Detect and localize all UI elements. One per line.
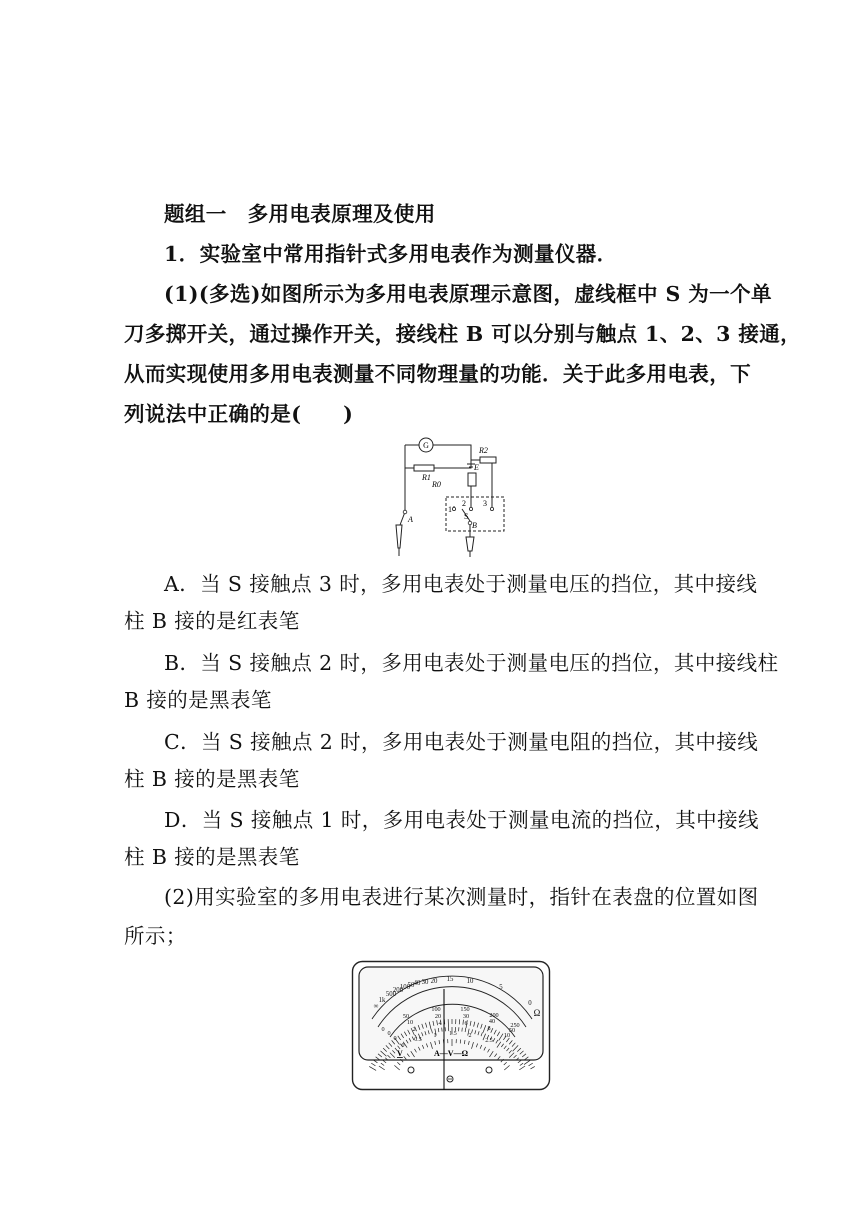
option-b-line-2: B 接的是黑表笔 <box>124 688 272 712</box>
av-ohm-label: A—V—Ω <box>434 1049 468 1058</box>
option-c-line-1: C．当 S 接触点 2 时，多用电表处于测量电阻的挡位，其中接线 <box>164 730 759 754</box>
volt-mid-20: 20 <box>434 1013 442 1020</box>
multimeter-dial-figure <box>352 961 550 1090</box>
switch-label: S <box>464 512 469 521</box>
ohm-label-40: 40 <box>413 980 421 987</box>
ohm-label-200: 200 <box>392 987 404 994</box>
ohm-label-10: 10 <box>466 978 474 985</box>
terminal-a-dot <box>403 510 407 514</box>
ohm-label-100: 100 <box>399 984 411 991</box>
volt-top-250: 250 <box>510 1022 520 1029</box>
option-a-line-1: A．当 S 接触点 3 时，多用电表处于测量电压的挡位，其中接线 <box>164 572 758 596</box>
r1-resistor <box>414 465 434 471</box>
volt-mid-50: 50 <box>508 1027 516 1034</box>
meter-screw-left <box>408 1067 414 1073</box>
volt-low-8: 8 <box>487 1025 491 1032</box>
section-title: 题组一 多用电表原理及使用 <box>164 202 436 226</box>
terminal-1-label: 1 <box>448 505 452 514</box>
r0-label: R0 <box>432 480 441 489</box>
ohm-label-15: 15 <box>446 976 454 983</box>
terminal-2-dot <box>469 507 472 510</box>
r2-label: R2 <box>479 446 488 455</box>
volt-mid-0: 0 <box>387 1030 391 1037</box>
part1-line-1: (1)(多选)如图所示为多用电表原理示意图，虚线框中 S 为一个单 <box>164 282 772 306</box>
part1-line-4: 列说法中正确的是( ) <box>124 402 354 426</box>
emf-label: E <box>474 463 479 472</box>
volt-low-2: 2 <box>412 1026 416 1033</box>
ac-label-2-5: 2.5 <box>485 1038 493 1044</box>
ac-label-1: 1 <box>433 1033 437 1039</box>
part2-line-1: (2)用实验室的多用电表进行某次测量时，指针在表盘的位置如图 <box>164 885 759 909</box>
volt-top-50: 50 <box>402 1013 410 1020</box>
option-d-line-2: 柱 B 接的是黑表笔 <box>124 845 300 869</box>
ohm-label-0: 0 <box>528 1000 532 1007</box>
part2-line-2: 所示； <box>124 924 187 948</box>
r1-label: R1 <box>422 473 431 482</box>
option-b-line-1: B．当 S 接触点 2 时，多用电表处于测量电压的挡位，其中接线柱 <box>164 651 779 675</box>
option-d-line-1: D．当 S 接触点 1 时，多用电表处于测量电流的挡位，其中接线 <box>164 808 759 832</box>
terminal-3-label: 3 <box>483 499 487 508</box>
ac-label-0: 0 <box>401 1043 405 1049</box>
ac-label-1-5: 1.5 <box>449 1031 457 1037</box>
probe-b-body <box>466 537 474 551</box>
r0-resistor <box>468 473 476 486</box>
r1-right-wire <box>434 460 471 468</box>
question-stem: 1．实验室中常用指针式多用电表作为测量仪器． <box>164 242 618 266</box>
part1-line-3: 从而实现使用多用电表测量不同物理量的功能．关于此多用电表，下 <box>124 362 751 386</box>
volt-top-200: 200 <box>489 1012 499 1019</box>
volt-mid-30: 30 <box>462 1013 470 1020</box>
ohm-symbol: Ω <box>533 1008 541 1018</box>
option-c-line-2: 柱 B 接的是黑表笔 <box>124 767 300 791</box>
ohm-label-inf: ∞ <box>373 1003 379 1010</box>
volt-top-100: 100 <box>431 1006 441 1013</box>
volt-low-10: 10 <box>503 1032 511 1039</box>
volt-low-4: 4 <box>438 1020 442 1027</box>
ohm-label-30: 30 <box>421 979 429 986</box>
part1-line-2: 刀多掷开关，通过操作开关，接线柱 B 可以分别与触点 1、2、3 接通， <box>124 322 802 346</box>
r2-resistor <box>480 457 496 463</box>
terminal-2-label: 2 <box>462 499 466 508</box>
volt-low-6: 6 <box>464 1020 468 1027</box>
volt-low-0: 0 <box>393 1035 397 1042</box>
ohm-label-1k: 1k <box>378 997 386 1004</box>
meter-screw-right <box>486 1067 492 1073</box>
volt-top-150: 150 <box>460 1006 470 1013</box>
volt-mid-40: 40 <box>488 1018 496 1025</box>
terminal-1-dot <box>452 507 455 510</box>
terminal-3-dot <box>490 507 493 510</box>
ohm-label-20: 20 <box>430 978 438 985</box>
probe-a-body <box>396 525 402 548</box>
galvanometer-label: G <box>423 441 429 450</box>
ohm-label-50: 50 <box>407 982 415 989</box>
option-a-line-2: 柱 B 接的是红表笔 <box>124 609 300 633</box>
volt-symbol: V <box>397 1049 403 1058</box>
multimeter-circuit-diagram <box>380 436 510 558</box>
ohm-label-500: 500 <box>385 991 397 998</box>
ac-label-2: 2 <box>468 1033 472 1039</box>
terminal-a-label: A <box>408 515 413 524</box>
ohm-label-5: 5 <box>499 984 503 991</box>
volt-mid-10: 10 <box>406 1019 414 1026</box>
terminal-b-label: B <box>472 521 477 530</box>
volt-top-0: 0 <box>381 1026 385 1033</box>
ac-label-0-5: 0.5 <box>414 1037 422 1043</box>
